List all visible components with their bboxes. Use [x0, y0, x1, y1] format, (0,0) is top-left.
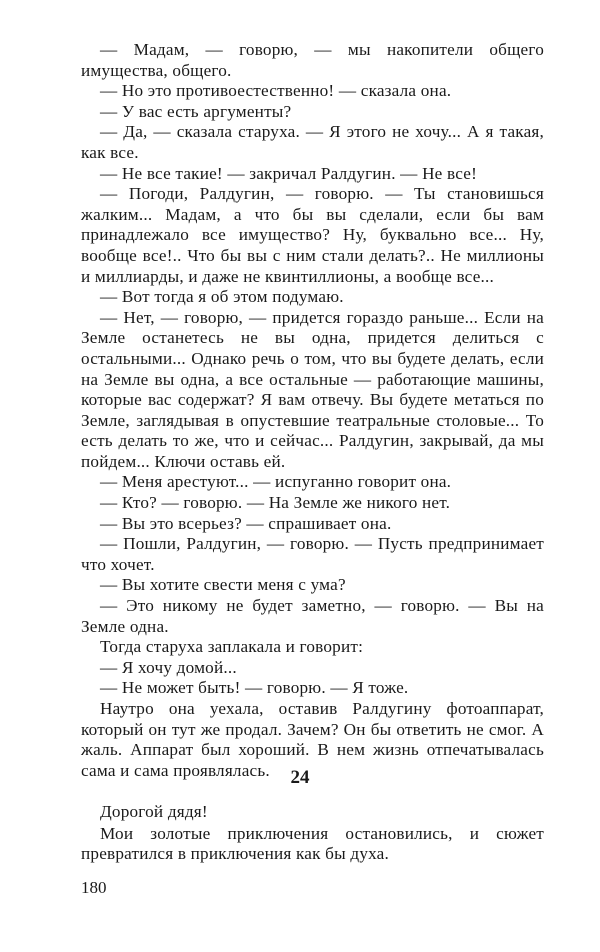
paragraph-9: — Меня арестуют... — испуганно говорит она.	[100, 472, 452, 492]
page-number: 180	[81, 878, 107, 897]
letter-body: Мои золотые приключения остановились, и сюжет превратился в приключения как бы духа.	[81, 823, 544, 864]
main-text	[81, 40, 544, 781]
paragraph-5: — Не все такие! — закричал Ралдугин. — Не все!	[100, 163, 478, 183]
paragraph-1: — Мадам, — говорю, — мы накопители общего имущества, общего.	[81, 40, 544, 80]
paragraph-13: — Вы хотите свести меня с ума?	[100, 575, 346, 595]
paragraph-15: Тогда старуха заплакала и говорит:	[100, 637, 364, 657]
paragraph-14: — Это никому не будет заметно, — говорю. — Вы на Земле одна.	[81, 596, 544, 636]
paragraph-2: — Но это противоестественно! — сказала она.	[100, 81, 452, 101]
paragraph-3: — У вас есть аргументы?	[100, 101, 292, 121]
paragraph-17: — Не может быть! — говорю. — Я тоже.	[100, 678, 409, 698]
paragraph-18: Наутро она уехала, оставив Ралдугину фотоаппарат, который он тут же продал. Зачем? Он бы ответить не смог. А жаль. Аппарат был хороший. В нем жизнь отпечатывалась сама и сама проявлялась.	[81, 699, 544, 780]
paragraph-7: — Вот тогда я об этом подумаю.	[100, 287, 344, 307]
paragraph-8: — Нет, — говорю, — придется гораздо раньше... Если на Земле останетесь не вы одна, придется делиться с остальными... Однако речь о том, что вы будете делать, если на Земле вы одна, а все остальные — работающие машины, которые вас содержат? Я вам отвечу. Вы будете метаться по Земле, заглядывая в опустевшие театральные столовые... То есть делать то же, что и сейчас... Ралдугин, закрывай, да мы пойдем... Ключи оставь ей.	[81, 307, 544, 471]
letter-salutation: Дорогой дядя!	[100, 802, 208, 821]
letter-text	[81, 802, 544, 865]
paragraph-6: — Погоди, Ралдугин, — говорю. — Ты становишься жалким... Мадам, а что бы вы сделали, если бы вам принадлежало все имущество? Ну, буквально все... Ну, вообще все!.. Что бы вы с ним стали делать?.. Не миллионы и миллиарды, и даже не квинтиллионы, а вообще все...	[81, 184, 544, 286]
chapter-number: 24	[290, 767, 310, 788]
paragraph-12: — Пошли, Ралдугин, — говорю. — Пусть предпринимает что хочет.	[81, 534, 544, 574]
paragraph-16: — Я хочу домой...	[100, 657, 237, 677]
paragraph-4: — Да, — сказала старуха. — Я этого не хочу... А я такая, как все.	[81, 122, 544, 162]
paragraph-11: — Вы это всерьез? — спрашивает она.	[100, 513, 392, 533]
paragraph-10: — Кто? — говорю. — На Земле же никого нет.	[100, 493, 451, 513]
